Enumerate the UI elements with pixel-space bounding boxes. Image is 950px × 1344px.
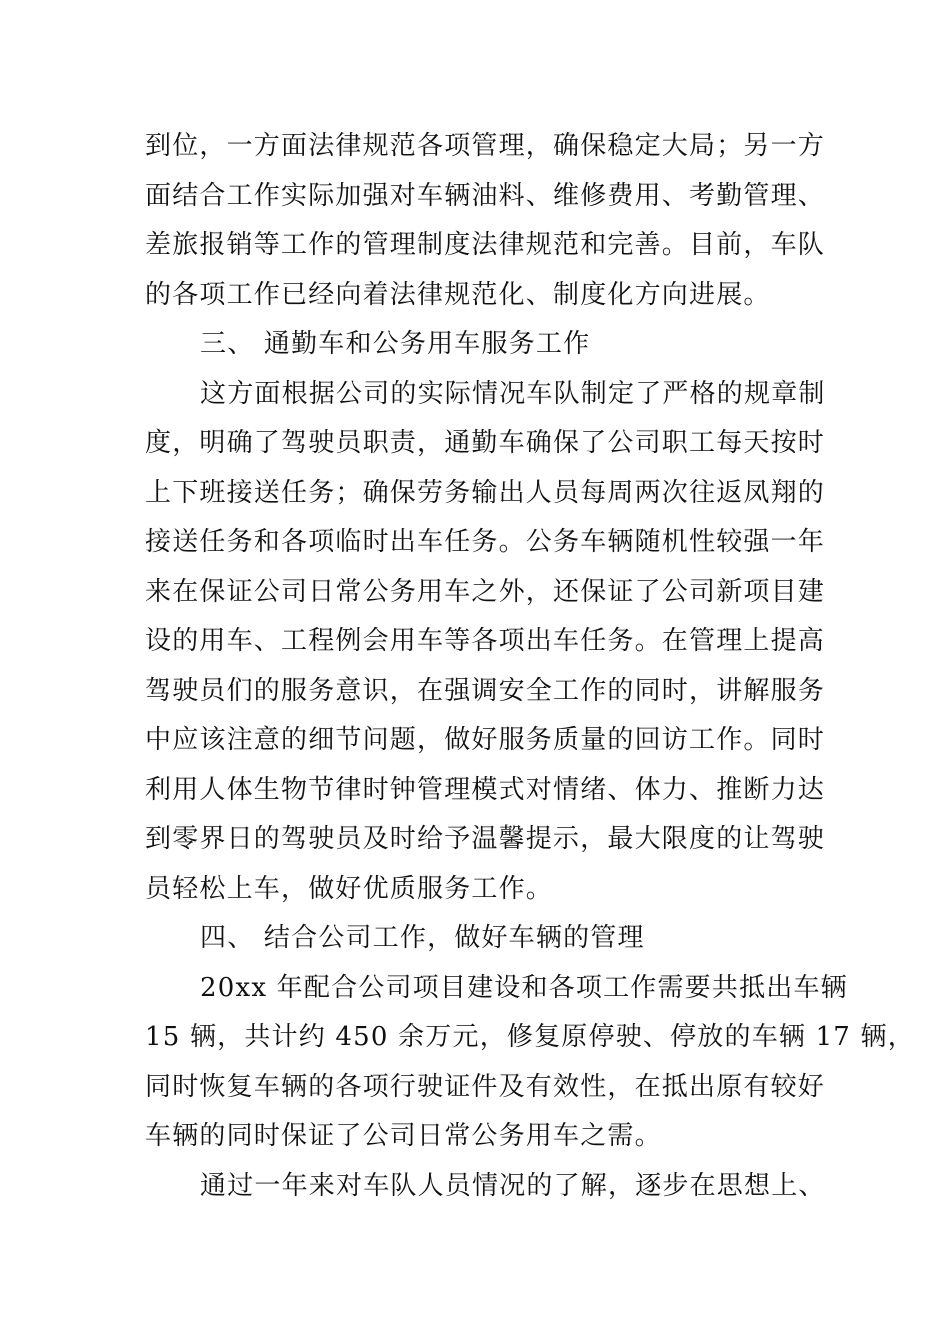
section-heading-three: 三、 通勤车和公务用车服务工作 bbox=[200, 329, 591, 359]
paragraph-line: 到位，一方面法律规范各项管理，确保稳定大局；另一方 bbox=[145, 131, 826, 161]
document-body bbox=[145, 122, 915, 1211]
paragraph-line: 同时恢复车辆的各项行驶证件及有效性，在抵出原有较好 bbox=[145, 1071, 826, 1102]
paragraph-first-line: 这方面根据公司的实际情况车队制定了严格的规章制 bbox=[200, 378, 826, 409]
paragraph-line: 驾驶员们的服务意识，在强调安全工作的同时，讲解服务 bbox=[145, 675, 826, 706]
paragraph-line: 15 辆，共计约 450 余万元，修复原停驶、停放的车辆 17 辆， bbox=[145, 1022, 915, 1052]
paragraph-line: 面结合工作实际加强对车辆油料、维修费用、考勤管理、 bbox=[145, 180, 826, 211]
paragraph-line: 差旅报销等工作的管理制度法律规范和完善。目前，车队 bbox=[145, 230, 826, 260]
paragraph-line: 车辆的同时保证了公司日常公务用车之需。 bbox=[145, 1121, 662, 1151]
paragraph-line: 来在保证公司日常公务用车之外，还保证了公司新项目建 bbox=[145, 576, 826, 607]
paragraph-line: 上下班接送任务；确保劳务输出人员每周两次往返凤翔的 bbox=[145, 477, 826, 508]
section-heading-four: 四、 结合公司工作，做好车辆的管理 bbox=[200, 923, 645, 953]
paragraph-first-line: 20xx 年配合公司项目建设和各项工作需要共抵出车辆 bbox=[200, 972, 848, 1003]
paragraph-line: 接送任务和各项临时出车任务。公务车辆随机性较强一年 bbox=[145, 527, 826, 557]
paragraph-line: 的各项工作已经向着法律规范化、制度化方向进展。 bbox=[145, 279, 771, 310]
paragraph-first-line: 通过一年来对车队人员情况的了解，逐步在思想上、 bbox=[200, 1170, 826, 1201]
paragraph-line: 到零界日的驾驶员及时给予温馨提示，最大限度的让驾驶 bbox=[145, 824, 826, 854]
paragraph-line: 利用人体生物节律时钟管理模式对情绪、体力、推断力达 bbox=[145, 774, 826, 805]
paragraph-line: 中应该注意的细节问题，做好服务质量的回访工作。同时 bbox=[145, 725, 826, 755]
paragraph-line: 设的用车、工程例会用车等各项出车任务。在管理上提高 bbox=[145, 626, 826, 656]
paragraph-line: 员轻松上车，做好优质服务工作。 bbox=[145, 873, 554, 904]
paragraph-line: 度，明确了驾驶员职责，通勤车确保了公司职工每天按时 bbox=[145, 428, 826, 458]
